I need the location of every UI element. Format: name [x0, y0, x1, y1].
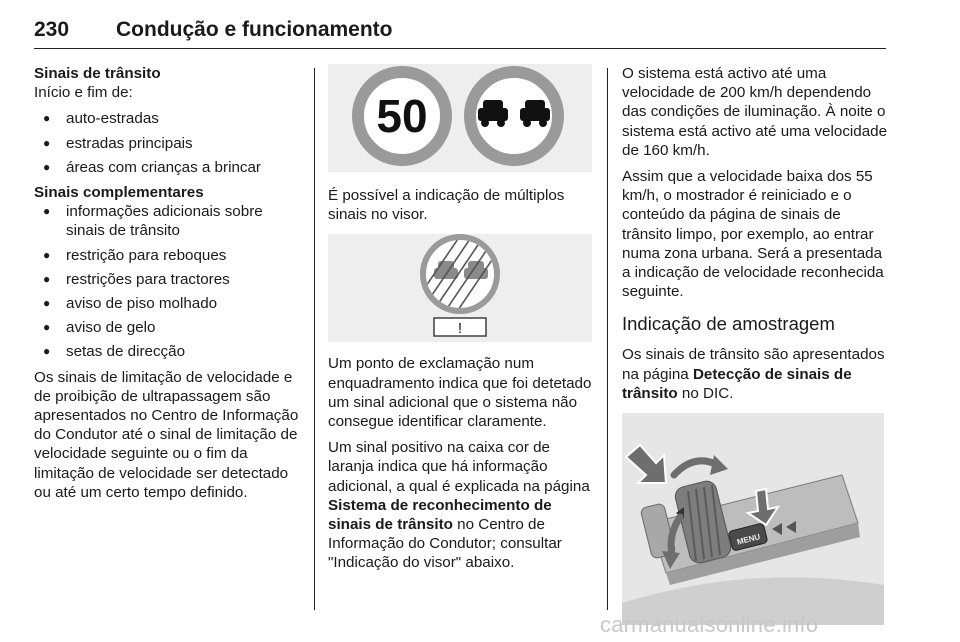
menu-button-label: MENU [736, 532, 762, 547]
list-complementary [34, 202, 300, 361]
section-title: Condução e funcionamento [116, 18, 393, 41]
steering-column-lever-figure [622, 413, 884, 625]
list-road-types [34, 109, 300, 177]
list-item: ● restrição para reboques [34, 246, 300, 265]
heading-sample-display: Indicação de amostragem [622, 313, 835, 335]
column-divider-2 [607, 68, 608, 610]
speed-limit-sign-icon [358, 72, 446, 160]
speed-limit-value: 50 [376, 90, 428, 142]
header-rule [34, 48, 886, 49]
watermark: carmanualsonline.info [600, 612, 819, 637]
no-overtaking-sign-icon [470, 72, 558, 160]
end-no-overtaking-sign-figure [328, 234, 592, 342]
paragraph-multiple-signs: É possível a indicação de múltiplos sinais no visor. [328, 187, 565, 224]
paragraph-sample-display: Os sinais de trânsito são apresentados na página Detecção de sinais de trânsito no DIC. [622, 346, 885, 402]
paragraph-speed-limits: Os sinais de limitação de velocidade e de proibição de ultrapassagem são apresentados no Centro de Informação do Condutor até o sinal de limitação de velocidade seguinte ou o fim da limitação de velocidade ser detectado ou até um certo tempo definido. [34, 368, 299, 501]
list-item: ● aviso de gelo [34, 318, 300, 337]
list-item: ● aviso de piso molhado [34, 294, 300, 313]
column-3 [622, 64, 888, 625]
speed-and-no-overtaking-signs-figure [328, 64, 592, 172]
heading-traffic-signs: Sinais de trânsito [34, 65, 161, 82]
list-item: ● setas de direcção [34, 342, 300, 361]
column-2 [328, 64, 592, 580]
paragraph-positive-sign: Um sinal positivo na caixa cor de laranja indica que há informação adicional, a qual é explicada na página Sistema de reconhecimento de sinais de trânsito no Centro de Informação do Condutor; consultar "Indicação do visor" abaixo. [328, 439, 590, 572]
list-item: ● auto-estradas [34, 109, 300, 128]
heading-complementary-signs: Sinais complementares [34, 184, 204, 202]
list-item: ● áreas com crianças a brincar [34, 158, 300, 177]
list-item: ● estradas principais [34, 134, 300, 153]
paragraph-start-end: Início e fim de: [34, 84, 133, 102]
paragraph-reset: Assim que a velocidade baixa dos 55 km/h, o mostrador é reiniciado e o conteúdo da página de sinais de trânsito limpo, por exemplo, ao entrar numa zona urbana. Será a presentada a indicação de velocidade reconhecida seguinte. [622, 168, 884, 301]
column-1 [34, 64, 300, 509]
end-no-overtaking-sign-icon [422, 234, 497, 316]
page-number: 230 [34, 18, 70, 41]
paragraph-system-active: O sistema está activo até uma velocidade de 200 km/h dependendo das condições de iluminação. À noite o sistema está activo até uma velocidade de 160 km/h. [622, 65, 888, 159]
bold-system-name: Sistema de reconhecimento de sinais de trânsito [328, 496, 552, 534]
list-item: ● informações adicionais sobre sinais de trânsito [34, 202, 300, 240]
bold-page-name: Detecção de sinais de trânsito [622, 365, 852, 402]
exclamation-mark: ! [457, 320, 463, 338]
paragraph-exclamation: Um ponto de exclamação num enquadramento indica que foi detetado um sinal adicional que o sistema não consegue identificar claramente. [328, 355, 592, 431]
page-header [34, 12, 886, 46]
column-divider-1 [314, 68, 315, 610]
list-item: ● restrições para tractores [34, 270, 300, 289]
